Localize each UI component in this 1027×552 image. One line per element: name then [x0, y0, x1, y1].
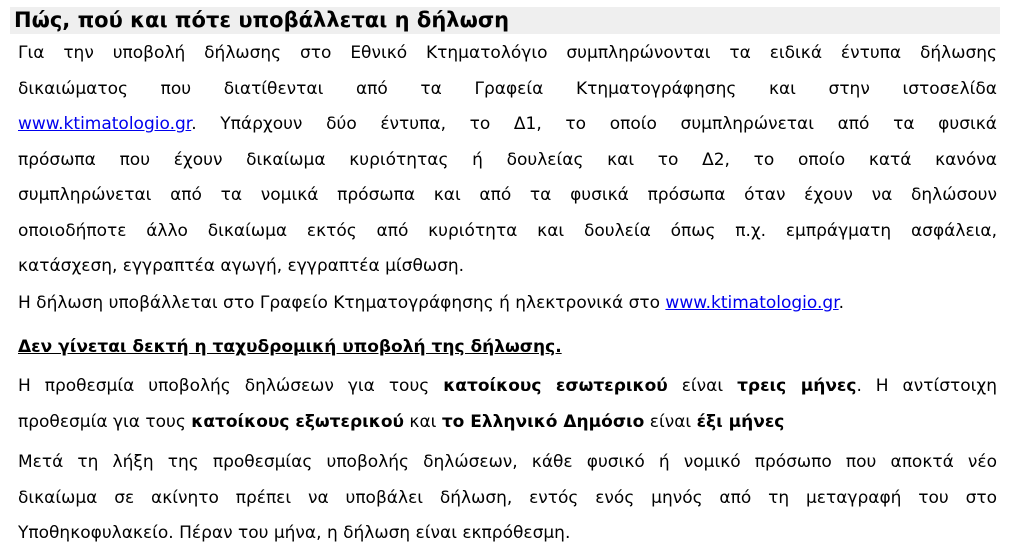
paragraph-line — [18, 369, 997, 405]
paragraph-submission-place — [18, 286, 997, 322]
paragraph-text: είναι — [667, 376, 738, 396]
paragraph-late-submission — [18, 445, 997, 552]
emphasis-text: έξι μήνες — [696, 411, 785, 432]
paragraph-line: δικαιώματος που διατίθενται από τα Γραφεία Κτηματογράφησης και στην ιστοσελίδα — [18, 78, 997, 99]
paragraph-text: προθεσμία για τους — [18, 411, 192, 432]
paragraph-line: οποιοδήποτε άλλο δικαίωμα εκτός από κυριότητα και δουλεία όπως π.χ. εμπράγματη ασφάλεια, — [18, 220, 997, 241]
paragraph-line: συμπληρώνεται από τα νομικά πρόσωπα και από τα φυσικά πρόσωπα όταν έχουν να δηλώσουν — [18, 185, 997, 205]
ktimatologio-link[interactable]: www.ktimatologio.gr — [18, 114, 192, 134]
notice-text: Δεν γίνεται δεκτή η ταχυδρομική υποβολή της δήλωσης. — [18, 337, 562, 357]
paragraph-line: πρόσωπα που έχουν δικαίωμα κυριότητας ή δουλείας και το Δ2, το οποίο κατά κανόνα — [18, 149, 997, 170]
paragraph-text: Η προθεσμία υποβολής δηλώσεων για τους — [18, 376, 444, 396]
paragraph-line: κατάσχεση, εγγραπτέα αγωγή, εγγραπτέα μίσθωση. — [18, 256, 465, 276]
paragraph-text: . — [838, 293, 845, 313]
paragraph-text: και — [404, 411, 442, 432]
emphasis-text: κατοίκους εσωτερικού — [443, 376, 668, 396]
paragraph-submission-forms — [18, 36, 997, 285]
emphasis-text: το Ελληνικό Δημόσιο — [441, 411, 645, 432]
paragraph-deadlines — [18, 369, 997, 440]
paragraph-line: Μετά τη λήξη της προθεσμίας υποβολής δηλώσεων, κάθε φυσικό ή νομικό πρόσωπο που αποκτά νέο — [18, 452, 997, 472]
paragraph-line — [18, 107, 997, 143]
ktimatologio-link[interactable]: www.ktimatologio.gr — [665, 293, 839, 313]
paragraph-line — [18, 405, 997, 441]
paragraph-text: είναι — [644, 411, 697, 432]
notice-line — [18, 330, 997, 366]
paragraph-line: Για την υποβολή δήλωσης στο Εθνικό Κτηματολόγιο συμπληρώνονται τα ειδικά έντυπα δήλωσης — [18, 43, 997, 63]
paragraph-line — [18, 286, 997, 322]
emphasis-text: κατοίκους εξωτερικού — [191, 411, 405, 432]
postal-submission-notice — [18, 330, 997, 366]
page-title: Πώς, πού και πότε υποβάλλεται η δήλωση — [14, 8, 510, 32]
paragraph-line: Υποθηκοφυλακείο. Πέραν του μήνα, η δήλωση είναι εκπρόθεσμη. — [18, 523, 571, 543]
paragraph-text: . Η αντίστοιχη — [856, 376, 997, 396]
emphasis-text: τρεις μήνες — [737, 376, 857, 396]
paragraph-line: δικαίωμα σε ακίνητο πρέπει να υποβάλει δήλωση, εντός ενός μηνός από τη μεταγραφή του στο — [18, 487, 997, 508]
paragraph-text: Η δήλωση υποβάλλεται στο Γραφείο Κτηματογράφησης ή ηλεκτρονικά στο — [18, 293, 666, 313]
paragraph-text: . Υπάρχουν δύο έντυπα, το Δ1, το οποίο συμπληρώνεται από τα φυσικά — [191, 114, 997, 134]
